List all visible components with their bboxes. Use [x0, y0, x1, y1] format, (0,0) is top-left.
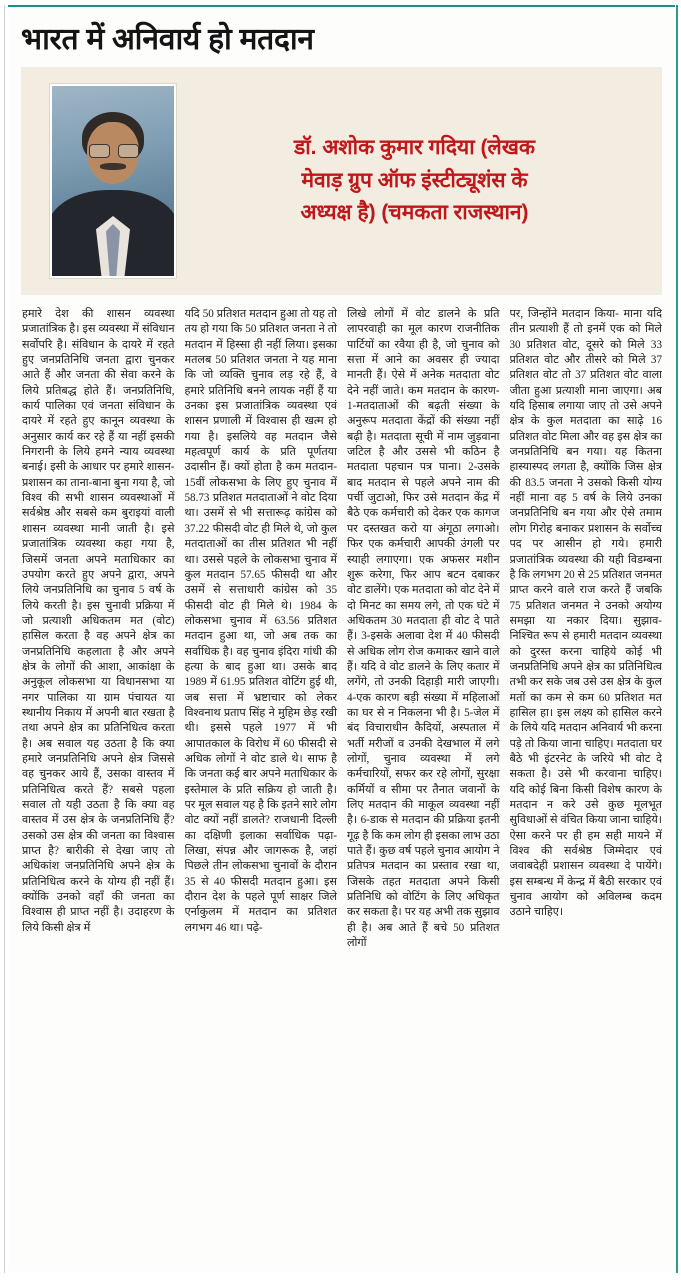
masthead-card: [21, 67, 662, 295]
byline-line-3: अध्यक्ष है) (चमकता राजस्थान): [300, 201, 529, 225]
portrait-moustache: [100, 163, 126, 170]
portrait-glasses-right-icon: [118, 144, 139, 158]
byline-line-1: डॉ. अशोक कुमार गदिया (लेखक: [293, 136, 536, 160]
article-headline: भारत में अनिवार्य हो मतदान: [21, 23, 314, 56]
page-left-rule: [4, 5, 5, 1273]
article-body-area: [9, 9, 672, 1271]
column-3-text: लिखे लोगों में वोट डालने के प्रति लापरवाही का मूल कारण राजनीतिक पार्टियों का रवैया ही है, जो चुनाव को सत्ता में आने का अवसर ही ज्यादा मानती हैं। ऐसे में अनेक मतदाता वोट देने नहीं जाते। कम मतदान के कारण- 1-मतदाताओं की बढ़ती संख्या के अनुरूप मतदाता केंद्रों की संख्या नहीं बढ़ी है। मतदाता सूची में नाम जुड़वाना जटिल है और उससे भी कठिन है मतदाता पहचान पत्र पाना। 2-उसके बाद मतदान से पहले अपने नाम की पर्ची जुटाओ, फिर उसे मतदान केंद्र में बैठे एक कर्मचारी को देकर एक कागज पर दस्तखत करो या अंगूठा लगाओ। फिर एक कर्मचारी आपकी उंगली पर स्याही लगाएगा। एक अफसर मशीन शुरू करेगा, फिर आप बटन दबाकर वोट डालेंगे। एक मतदाता को वोट देने में दो मिनट का समय लगे, तो एक घंटे में अधिकतम 30 मतदाता ही वोट दे पाते हैं। 3-इसके अलावा देश में 40 फीसदी से अधिक लोग रोज कमाकर खाने वाले हैं। यदि वे वोट डालने के लिए कतार में लगेंगे, तो उनकी दिहाड़ी मारी जाएगी। 4-एक कारण बड़ी संख्या में महिलाओं का घर से न निकलना भी है। 5-जेल में बंद विचाराधीन कैदियों, अस्पताल में भर्ती मरीजों व उनकी देखभाल में लगे लोगों, चुनाव व्यवस्था में लगे कर्मचारियों, सफर कर रहे लोगों, सुरक्षा कर्मियों व सीमा पर तैनात जवानों के लिए मतदान की माकूल व्यवस्था नहीं है। 6-डाक से मतदान की प्रक्रिया इतनी गूढ़ है कि कम लोग ही इसका लाभ उठा पाते हैं। कुछ वर्ष पहले चुनाव आयोग ने प्रतिपत्र मतदान का प्रस्ताव रखा था, जिसके तहत मतदाता अपने किसी प्रतिनिधि को वोटिंग के लिए अधिकृत कर सकता है। पर यह अभी तक सुझाव ही है। अब आते हैं बचे 50 प्रतिशत लोगों: [347, 308, 500, 950]
author-photo-frame: [49, 83, 177, 279]
byline-line-2: मेवाड़ ग्रुप ऑफ इंस्टीट्यूशंस के: [301, 168, 528, 192]
article-column-4: [510, 307, 663, 1262]
article-column-1: [22, 307, 175, 1262]
article-columns: [22, 307, 662, 1262]
article-column-2: [185, 307, 338, 1262]
column-1-text: हमारे देश की शासन व्यवस्था प्रजातांत्रिक है। इस व्यवस्था में संविधान सर्वोपरि है। संविधान के दायरे में रहते हुए जनप्रतिनिधि जनता द्वारा चुनकर आते हैं और जनता की सेवा करने के लिये प्रतिबद्ध होते हैं। जनप्रतिनिधि, कार्य पालिका एवं जनता संविधान के दायरे में रहते हुए कानून व्यवस्था के अनुसार कार्य कर रहे हैं या नहीं इसकी निगरानी के लिये हमने न्याय व्यवस्था बनाई। इसी के आधार पर हमारे शासन-प्रशासन का ताना-बाना बुना गया है, जो विश्व की सभी शासन व्यवस्थाओं में सर्वश्रेष्ठ और सबसे कम बुराइयां वाली शासन व्यवस्था मानी जाती है। इसे प्रजातांत्रिक व्यवस्था कहा गया है, जिसमें जनता अपने मताधिकार का उपयोग करते हुए अपने द्वारा, अपने लिये जनप्रतिनिधि का चुनाव 5 वर्ष के लिये करती है। इस चुनावी प्रक्रिया में जो प्रत्याशी अधिकतम मत (वोट) हासिल करता है वह अपने क्षेत्र का जनप्रतिनिधि कहलाता है और अपने क्षेत्र के लोगों की आशा, आकांक्षा के अनुकूल लोकसभा या विधानसभा या नगर पालिका या ग्राम पंचायत या स्थानीय निकाय में अपनी बात रखता है तथा अपने क्षेत्र का प्रतिनिधित्व करता है। अब सवाल यह उठता है कि क्या हमारे जनप्रतिनिधि अपने क्षेत्र जिससे वह चुनकर आये हैं, उसका वास्तव में प्रतिनिधित्व करते हैं? सबसे पहला सवाल तो यही उठता है कि क्या वह वास्तव में उस क्षेत्र के जनप्रतिनिधि हैं? उसको उस क्षेत्र की जनता का विश्वास प्राप्त है? बारीकी से देखा जाए तो अधिकांश जनप्रतिनिधि अपने क्षेत्र के प्रतिनिधित्व करने के योग्य ही नहीं हैं। क्योंकि उनको वहाँ की जनता का विश्वास ही प्राप्त नहीं है। उदाहरण के लिये किसी क्षेत्र में: [22, 308, 175, 934]
article-column-3: [347, 307, 500, 1262]
author-portrait-photo: [52, 86, 174, 276]
column-4-text: पर, जिन्होंने मतदान किया- माना यदि तीन प्रत्याशी हैं तो इनमें एक को मिले 30 प्रतिशत वोट, दूसरे को मिले 33 प्रतिशत वोट और तीसरे को मिले 37 प्रतिशत वोट तो 37 प्रतिशत वोट वाला जीता हुआ प्रत्याशी माना जाएगा। अब यदि हिसाब लगाया जाए तो उसे अपने क्षेत्र के कुल मतदाता का साढ़े 16 प्रतिशत वोट मिला और वह इस क्षेत्र का जनप्रतिनिधि बन गया। यह कितना हास्यास्पद लगता है, क्योंकि जिस क्षेत्र की 83.5 जनता ने उसको किसी योग्य नहीं माना वह 5 वर्ष के लिये उनका जनप्रतिनिधि बन गया और ऐसे तमाम लोग गिरोह बनाकर प्रशासन के सर्वोच्च पद पर आसीन हो गये। हमारी प्रजातांत्रिक व्यवस्था की यही विडम्बना है कि लगभग 20 से 25 प्रतिशत जनमत प्राप्त करने वाले राज करते हैं जबकि 75 प्रतिशत जनमत ने उनको अयोग्य समझा या नकार दिया। सुझाव- निश्चित रूप से हमारी मतदान व्यवस्था को दुरस्त करना चाहिये कोई भी जनप्रतिनिधि अपने क्षेत्र का प्रतिनिधित्व तभी कर सके जब उसे उस क्षेत्र के कुल मतों का कम से कम 60 प्रतिशत मत हासिल हा। इस लक्ष्य को हासिल करने के लिये यदि मतदान अनिवार्य भी करना पड़े तो किया जाना चाहिए। मतदाता घर बैठे भी इंटरनेट के जरिये भी वोट दे सकता है। उसे भी करवाना चाहिए। यदि कोई बिना किसी विशेष कारण के मतदान न करे उसे कुछ मूलभूत सुविधाओं से वंचित किया जाना चाहिये। ऐसा करने पर ही हम सही मायने में विश्व की सर्वश्रेष्ठ जिम्मेदार एवं जवाबदेही प्रशासन व्यवस्था दे पायेंगे। इस सम्बन्ध में केन्द्र में बैठी सरकार एवं चुनाव आयोग को अविलम्ब कदम उठाने चाहिए।: [509, 308, 662, 919]
portrait-glasses-left-icon: [89, 144, 110, 158]
page-right-rule: [676, 5, 678, 1273]
column-2-text: यदि 50 प्रतिशत मतदान हुआ तो यह तो तय हो गया कि 50 प्रतिशत जनता ने तो मतदान में हिस्सा ही नहीं लिया। इसका मतलब 50 प्रतिशत जनता ने यह माना कि जो व्यक्ति चुनाव लड़ रहे हैं, वे हमारे प्रतिनिधि बनने लायक नहीं हैं या उनका इस प्रजातांत्रिक व्यवस्था एवं शासन प्रणाली में विश्वास ही खत्म हो गया है। इसलिये वह मतदान जैसे महत्वपूर्ण कार्य के प्रति पूर्णतया उदासीन हैं। क्यों होता है कम मतदान- 15वीं लोकसभा के लिए हुए चुनाव में 58.73 प्रतिशत मतदाताओं ने वोट दिया था। उसमें से भी सत्तारूढ़ कांग्रेस को 37.22 फीसदी वोट ही मिले थे, जो कुल मतदाताओं का तीस प्रतिशत भी नहीं था। उससे पहले के लोकसभा चुनाव में कुल मतदान 57.65 फीसदी था और उसमें से सत्ताधारी कांग्रेस को 35 फीसदी वोट ही मिले थे। 1984 के लोकसभा चुनाव में 63.56 प्रतिशत मतदान हुआ था, जो अब तक का सर्वाधिक है। वह चुनाव इंदिरा गांधी की हत्या के बाद हुआ था। उसके बाद 1989 में 61.95 प्रतिशत वोटिंग हुई थी, जब सत्ता में भ्रष्टाचार को लेकर विश्वनाथ प्रताप सिंह ने मुहिम छेड़ रखी थी। इससे पहले 1977 में भी आपातकाल के विरोध में 60 फीसदी से अधिक लोगों ने वोट डाले थे। साफ है कि जनता कई बार अपने मताधिकार के इस्तेमाल के प्रति सक्रिय हो जाती है। पर मूल सवाल यह है कि इतने सारे लोग वोट क्यों नहीं डालते? राजधानी दिल्ली का दक्षिणी इलाका सर्वाधिक पढ़ा-लिखा, संपन्न और जागरूक है, जहां पिछले तीन लोकसभा चुनावों के दौरान 35 से 40 फीसदी मतदान हुआ। इस दौरान देश के पहले पूर्ण साक्षर जिले एर्नाकुलम में मतदान का प्रतिशत लगभग 46 था। पढ़े-: [184, 308, 337, 934]
author-byline: [177, 132, 656, 230]
page-top-rule: [8, 5, 675, 7]
